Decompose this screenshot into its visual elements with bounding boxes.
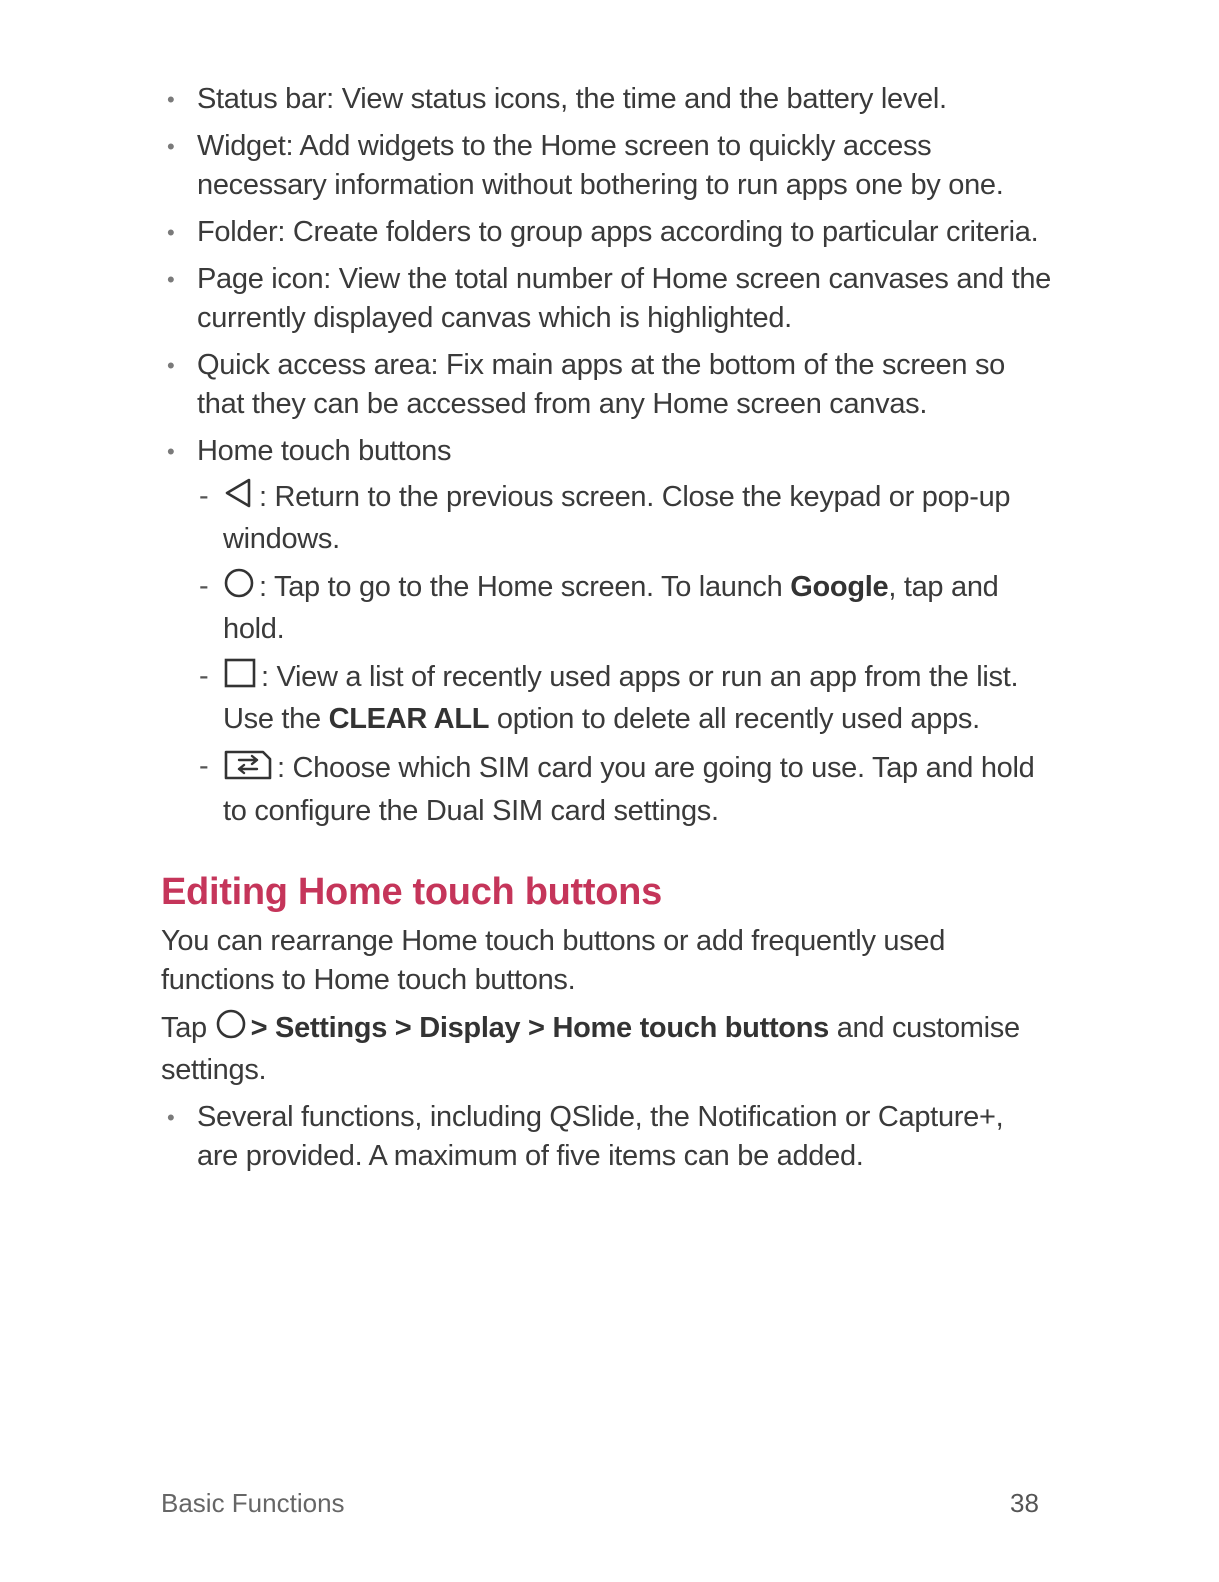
display-label: Display: [419, 1012, 521, 1045]
section-intro: You can rearrange Home touch buttons or add frequently used functions to Home touch buttons.: [161, 925, 946, 996]
subitem-text: : Choose which SIM card you are going to use. Tap and hold to configure the Dual SIM card settings.: [223, 752, 1035, 827]
dash: -: [199, 570, 209, 602]
tap-instruction: [161, 1008, 1051, 1090]
subitem-recent: [197, 657, 1051, 739]
subitem-text: : Tap to go to the Home screen. To launch: [259, 571, 791, 604]
list-item: [161, 260, 1051, 338]
bullet-text: Status bar: View status icons, the time and the battery level.: [197, 83, 947, 115]
bullet-dot: •: [167, 1105, 175, 1130]
subitem-back: [197, 477, 1051, 559]
bullet-dot: •: [167, 87, 175, 112]
dash: -: [199, 480, 209, 512]
bullet-text: Several functions, including QSlide, the Notification or Capture+, are provided. A maximum of five items can be added.: [197, 1101, 1004, 1172]
home-touch-buttons-label: Home touch buttons: [552, 1012, 829, 1045]
bullet-text: Quick access area: Fix main apps at the bottom of the screen so that they can be accessed from any Home screen canvas.: [197, 349, 1005, 420]
list-item: [161, 346, 1051, 424]
section-heading: Editing Home touch buttons: [161, 871, 662, 913]
note-list: [161, 1098, 1051, 1176]
dash: -: [199, 660, 209, 692]
subitem-text: : Return to the previous screen. Close the keypad or pop-up windows.: [223, 481, 1011, 555]
bullet-dot: •: [167, 134, 175, 159]
list-item: [161, 127, 1051, 205]
bullet-text: Folder: Create folders to group apps according to particular criteria.: [197, 216, 1039, 248]
separator: >: [528, 1012, 545, 1045]
list-item: [161, 432, 1051, 831]
back-triangle-icon: [223, 477, 255, 520]
home-touch-buttons-list: [197, 477, 1051, 831]
tap-prefix: Tap: [161, 1012, 207, 1045]
settings-label: Settings: [275, 1012, 388, 1045]
footer-section-name: Basic Functions: [161, 1488, 345, 1518]
list-item: [161, 80, 1051, 119]
separator: >: [394, 1012, 412, 1045]
home-circle-icon: [223, 567, 255, 610]
page-number: 38: [1010, 1488, 1039, 1518]
bullet-text: Widget: Add widgets to the Home screen to quickly access necessary information without bothering to run apps one by one.: [197, 130, 1004, 201]
clear-all-label: CLEAR ALL: [328, 703, 490, 735]
recent-square-icon: [223, 657, 257, 700]
subitem-text: , tap and hold.: [223, 571, 999, 645]
bullet-dot: •: [167, 439, 175, 464]
home-circle-icon: [215, 1008, 247, 1051]
bullet-dot: •: [167, 220, 175, 245]
dash: -: [199, 750, 209, 782]
sim-switch-icon: [223, 747, 273, 792]
bullet-dot: •: [167, 267, 175, 292]
separator: >: [250, 1012, 268, 1045]
bullet-text: Page icon: View the total number of Home screen canvases and the currently displayed canvas which is highlighted.: [197, 263, 1052, 334]
page-content: [161, 80, 1051, 1184]
list-item: [161, 213, 1051, 252]
bullet-text: Home touch buttons: [197, 435, 452, 467]
feature-list: [161, 80, 1051, 831]
subitem-sim: [197, 747, 1051, 831]
bullet-dot: •: [167, 353, 175, 378]
subitem-home: [197, 567, 1051, 649]
google-label: Google: [790, 571, 889, 604]
subitem-text: option to delete all recently used apps.: [489, 703, 980, 735]
subitem-text: : View a list of recently used apps or run an app from the list. Use the: [223, 661, 1019, 735]
tap-suffix: and customise settings.: [161, 1012, 1020, 1086]
list-item: [161, 1098, 1051, 1176]
